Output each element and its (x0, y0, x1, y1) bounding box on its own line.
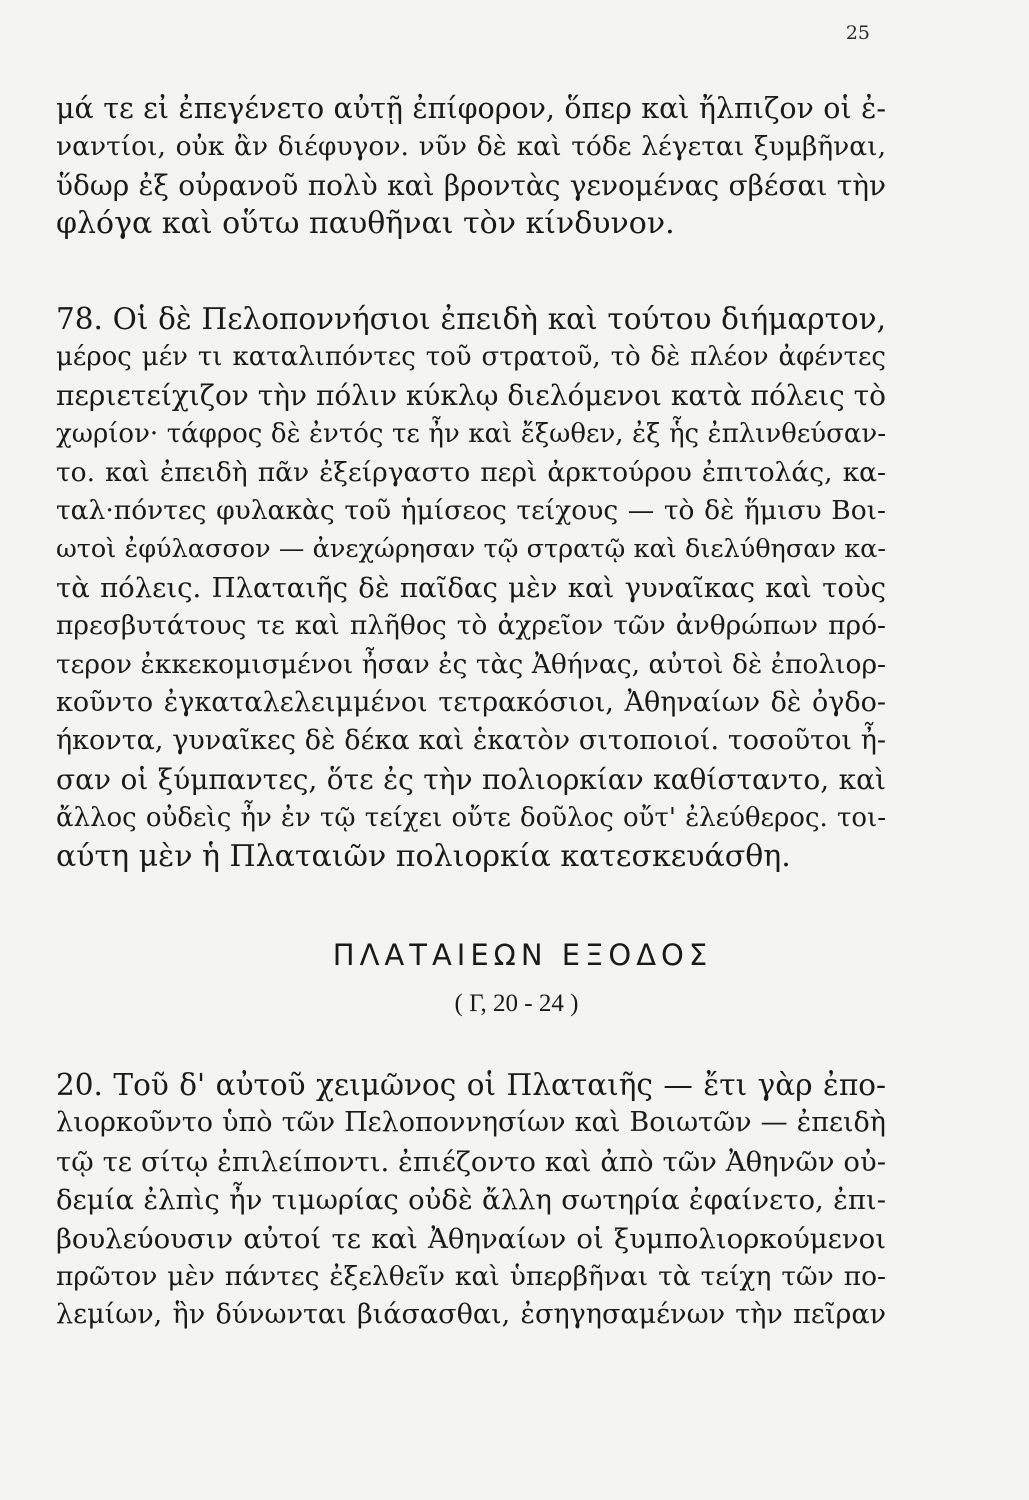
text-line: 20. Τοῦ δ' αὐτοῦ χειμῶνος οἱ Πλαταιῆς — ἔτι γὰρ ἐπο- (56, 1068, 886, 1102)
text-line: το. καὶ ἐπειδὴ πᾶν ἐξείργαστο περὶ ἀρκτούρου ἐπιτολάς, κα- (56, 456, 886, 488)
text-line: φλόγα καὶ οὕτω παυθῆναι τὸν κίνδυνον. (56, 206, 675, 242)
text-line: χωρίον· τάφρος δὲ ἐντός τε ἦν καὶ ἔξωθεν, ἐξ ἧς ἐπλινθεύσαν- (56, 419, 886, 450)
text-line: ὕδωρ ἐξ οὐρανοῦ πολὺ καὶ βροντὰς γενομένας σβέσαι τὴν (56, 168, 886, 202)
text-line: λιορκοῦντο ὑπὸ τῶν Πελοποννησίων καὶ Βοιωτῶν — ἐπειδὴ (56, 1107, 886, 1139)
text-line: τερον ἐκκεκομισμένοι ἦσαν ἐς τὰς Ἀθήνας, αὐτοὶ δὲ ἐπολιορ- (56, 648, 886, 680)
section-title: ΠΛΑΤΑΙΕΩΝ ΕΞΟΔΟΣ (332, 938, 713, 972)
text-line: αύτη μὲν ἡ Πλαταιῶν πολιορκία κατεσκευάσθη. (56, 838, 791, 874)
text-line: 78. Οἱ δὲ Πελοποννήσιοι ἐπειδὴ καὶ τούτου διήμαρτον, (56, 302, 886, 336)
text-line: δεμία ἐλπὶς ἦν τιμωρίας οὐδὲ ἄλλη σωτηρία ἐφαίνετο, ἐπι- (56, 1184, 886, 1217)
text-line: σαν οἱ ξύμπαντες, ὅτε ἐς τὴν πολιορκίαν καθίσταντο, καὶ (56, 762, 886, 796)
text-line: περιετείχιζον τὴν πόλιν κύκλῳ διελόμενοι κατὰ πόλεις τὸ (56, 378, 886, 412)
text-line: βουλεύουσιν αὐτοί τε καὶ Ἀθηναίων οἱ ξυμπολιορκούμενοι (56, 1222, 886, 1255)
text-line: τῷ τε σίτῳ ἐπιλείποντι. ἐπιέζοντο καὶ ἀπὸ τῶν Ἀθηνῶν οὐ- (56, 1145, 886, 1178)
text-line: ταλ·πόντες φυλακὰς τοῦ ἡμίσεος τείχους — τὸ δὲ ἥμισυ Βοι- (56, 495, 886, 527)
text-line: ναντίοι, οὐκ ἂν διέφυγον. νῦν δὲ καὶ τόδε λέγεται ξυμβῆναι, (56, 131, 886, 163)
text-line: τὰ πόλεις. Πλαταιῆς δὲ παῖδας μὲν καὶ γυναῖκας καὶ τοὺς (56, 571, 886, 604)
paragraph-1 (56, 90, 886, 244)
text-line: ωτοὶ ἐφύλασσον — ἀνεχώρησαν τῷ στρατῷ καὶ διελύθησαν κα- (56, 534, 886, 565)
text-line: μέρος μέν τι καταλιπόντες τοῦ στρατοῦ, τὸ δὲ πλέον ἀφέντες (56, 342, 886, 373)
paragraph-2 (56, 300, 886, 876)
text-line: ήκοντα, γυναῖκες δὲ δέκα καὶ ἑκατὸν σιτοποιοί. τοσοῦτοι ἦ- (56, 725, 886, 757)
section-subtitle: ( Γ, 20 - 24 ) (454, 990, 579, 1017)
text-line: πρεσβυτάτους τε καὶ πλῆθος τὸ ἀχρεῖον τῶν ἀνθρώπων πρό- (56, 610, 886, 642)
text-line: κοῦντο ἐγκαταλελειμμένοι τετρακόσιοι, Ἀθηναίων δὲ ὀγδο- (56, 687, 886, 719)
text-line: ἄλλος οὐδεὶς ἦν ἐν τῷ τείχει οὔτε δοῦλος οὔτ' ἐλεύθερος. τοι- (56, 803, 886, 834)
page-number: 25 (845, 22, 870, 44)
text-line: μά τε εἰ ἐπεγένετο αὐτῇ ἐπίφορον, ὅπερ καὶ ἤλπιζον οἱ ἐ- (56, 92, 886, 125)
paragraph-3 (56, 1066, 886, 1335)
text-line: πρῶτον μὲν πάντες ἐξελθεῖν καὶ ὑπερβῆναι τὰ τείχη τῶν πο- (56, 1261, 886, 1293)
text-line: λεμίων, ἣν δύνωνται βιάσασθαι, ἐσηγησαμένων τὴν πεῖραν (56, 1299, 886, 1331)
